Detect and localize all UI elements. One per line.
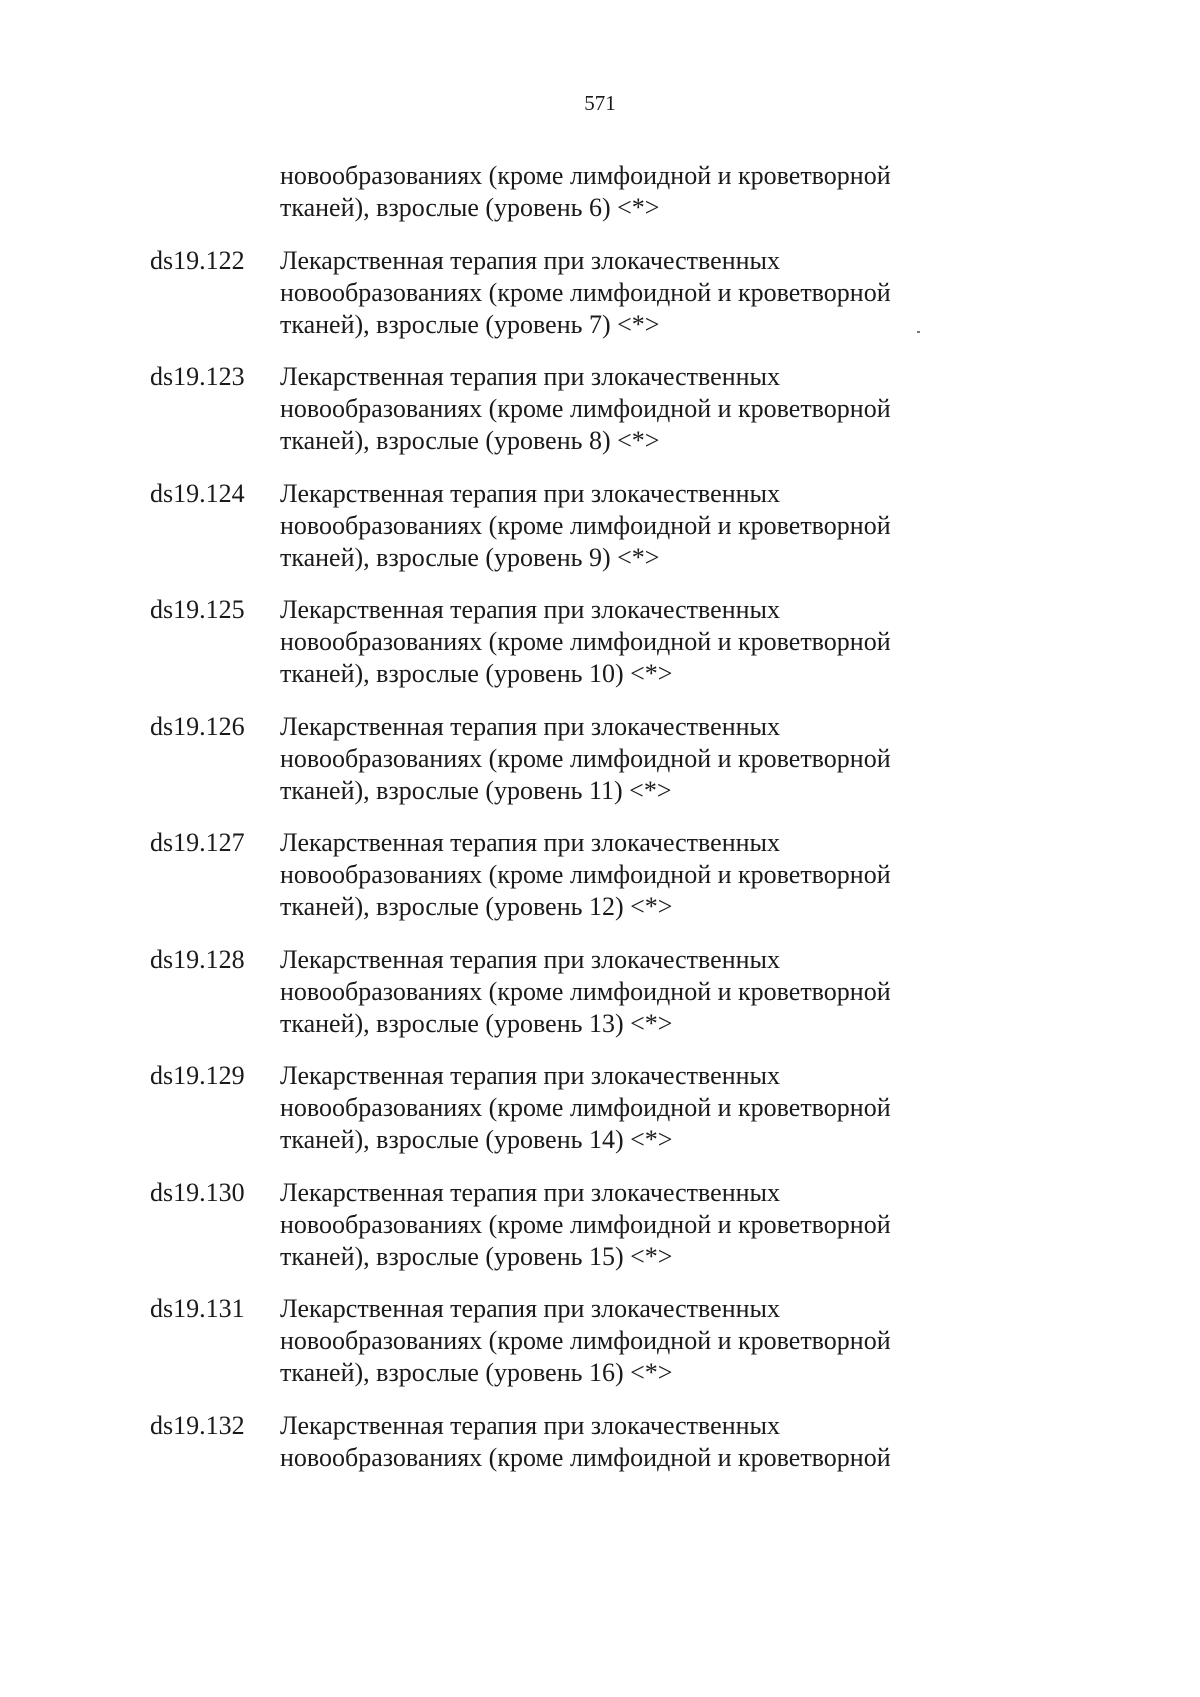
entry-code: ds19.128 bbox=[150, 944, 245, 974]
description-line: Лекарственная терапия при злокачественных bbox=[280, 1061, 780, 1090]
entry-description bbox=[280, 827, 970, 923]
entry-description bbox=[280, 1410, 970, 1474]
page-number: 571 bbox=[584, 91, 616, 115]
list-item bbox=[150, 594, 970, 690]
list-item bbox=[150, 1293, 970, 1389]
description-line: новообразованиях (кроме лимфоидной и кроветворной bbox=[280, 510, 891, 540]
description-line: новообразованиях (кроме лимфоидной и кроветворной bbox=[280, 1209, 891, 1239]
entry-code: ds19.122 bbox=[150, 245, 245, 275]
entry-description bbox=[280, 1293, 970, 1389]
entry-code: ds19.127 bbox=[150, 828, 245, 857]
list-item bbox=[150, 478, 970, 574]
description-line: Лекарственная терапия при злокачественных bbox=[280, 362, 780, 391]
description-line: тканей), взрослые (уровень 12) <*> bbox=[280, 892, 673, 921]
description-line: тканей), взрослые (уровень 10) <*> bbox=[280, 659, 673, 688]
description-line: новообразованиях (кроме лимфоидной и кроветворной bbox=[280, 161, 891, 190]
list-item bbox=[150, 1410, 970, 1474]
entry-code: ds19.124 bbox=[150, 478, 245, 508]
description-line: новообразованиях (кроме лимфоидной и кроветворной bbox=[280, 1326, 891, 1355]
list-item bbox=[150, 1060, 970, 1156]
description-line: Лекарственная терапия при злокачественных bbox=[280, 711, 780, 741]
description-line: Лекарственная терапия при злокачественных bbox=[280, 595, 780, 624]
entry-description bbox=[280, 1177, 970, 1273]
description-line: Лекарственная терапия при злокачественных bbox=[280, 245, 780, 275]
entry-description bbox=[280, 594, 970, 690]
description-line: Лекарственная терапия при злокачественных bbox=[280, 1410, 780, 1440]
entry-description bbox=[280, 361, 970, 457]
list-item bbox=[150, 1177, 970, 1273]
entry-code: ds19.131 bbox=[150, 1294, 245, 1323]
description-line: тканей), взрослые (уровень 7) <*> bbox=[280, 309, 660, 339]
entry-code: ds19.129 bbox=[150, 1061, 245, 1090]
description-line: Лекарственная терапия при злокачественных bbox=[280, 478, 780, 508]
entry-code bbox=[150, 160, 280, 224]
description-line: новообразованиях (кроме лимфоидной и кроветворной bbox=[280, 743, 891, 773]
entry-description bbox=[280, 245, 970, 341]
description-line: новообразованиях (кроме лимфоидной и кроветворной bbox=[280, 1093, 891, 1122]
description-line: тканей), взрослые (уровень 6) <*> bbox=[280, 193, 660, 222]
list-item bbox=[150, 944, 970, 1040]
description-line: новообразованиях (кроме лимфоидной и кроветворной bbox=[280, 627, 891, 656]
entry-code: ds19.126 bbox=[150, 711, 245, 741]
entry-description bbox=[280, 711, 970, 807]
entry-code: ds19.123 bbox=[150, 362, 245, 391]
description-line: Лекарственная терапия при злокачественных bbox=[280, 1294, 780, 1323]
description-line: тканей), взрослые (уровень 16) <*> bbox=[280, 1358, 673, 1387]
list-item bbox=[150, 361, 970, 457]
description-line: тканей), взрослые (уровень 14) <*> bbox=[280, 1125, 673, 1154]
list-item bbox=[150, 711, 970, 807]
description-line: новообразованиях (кроме лимфоидной и кроветворной bbox=[280, 976, 891, 1006]
list-item bbox=[150, 245, 970, 341]
description-line: тканей), взрослые (уровень 9) <*> bbox=[280, 542, 660, 572]
entry-description bbox=[280, 944, 970, 1040]
entry-code: ds19.130 bbox=[150, 1177, 245, 1207]
description-line: тканей), взрослые (уровень 11) <*> bbox=[280, 775, 672, 805]
description-line: новообразованиях (кроме лимфоидной и кроветворной bbox=[280, 860, 891, 889]
description-line: новообразованиях (кроме лимфоидной и кроветворной bbox=[280, 394, 891, 423]
description-line: Лекарственная терапия при злокачественных bbox=[280, 944, 780, 974]
list-item bbox=[150, 827, 970, 923]
description-line: тканей), взрослые (уровень 13) <*> bbox=[280, 1008, 673, 1038]
description-line: тканей), взрослые (уровень 8) <*> bbox=[280, 426, 660, 455]
description-line: новообразованиях (кроме лимфоидной и кроветворной bbox=[280, 277, 891, 307]
list-item bbox=[150, 160, 970, 224]
entry-description bbox=[280, 478, 970, 574]
description-line: новообразованиях (кроме лимфоидной и кроветворной bbox=[280, 1442, 891, 1472]
description-line: Лекарственная терапия при злокачественных bbox=[280, 828, 780, 857]
code-list bbox=[150, 160, 970, 1494]
entry-description bbox=[280, 160, 970, 224]
entry-code: ds19.132 bbox=[150, 1410, 245, 1440]
description-line: Лекарственная терапия при злокачественных bbox=[280, 1177, 780, 1207]
entry-description bbox=[280, 1060, 970, 1156]
entry-code: ds19.125 bbox=[150, 595, 245, 624]
description-line: тканей), взрослые (уровень 15) <*> bbox=[280, 1241, 673, 1271]
